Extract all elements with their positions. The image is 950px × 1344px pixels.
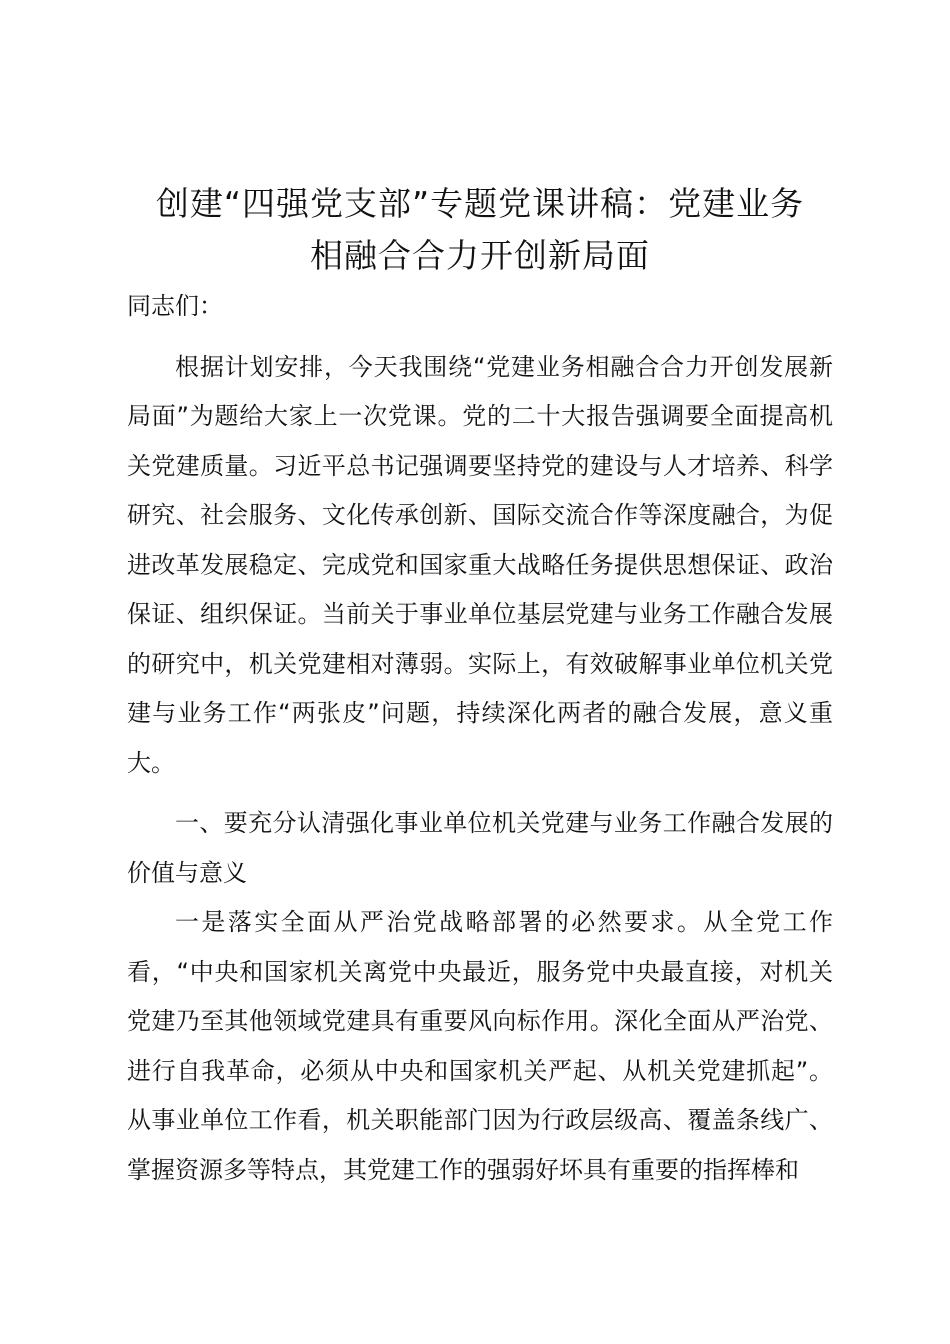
paragraph-point-1: 一是落实全面从严治党战略部署的必然要求。从全党工作看，“中央和国家机关离党中央最近，服务党中央最直接，对机关党建乃至其他领域党建具有重要风向标作用。深化全面从严治党、进行自我革命，必须从中央和国家机关严起、从机关党建抓起”。从事业单位工作看，机关职能部门因为行政层级高、覆盖条线广、掌握资源多等特点，其党建工作的强弱好坏具有重要的指挥棒和 [127,908,833,1184]
document-title [110,178,850,282]
salutation: 同志们： [127,292,223,320]
title-line-1: 创建“四强党支部”专题党课讲稿：党建业务 [155,184,805,223]
title-line-2: 相融合合力开创新局面 [310,236,650,275]
paragraph-intro: 根据计划安排，今天我围绕“党建业务相融合合力开创发展新局面”为题给大家上一次党课。党的二十大报告强调要全面提高机关党建质量。习近平总书记强调要坚持党的建设与人才培养、科学研究、社会服务、文化传承创新、国际交流合作等深度融合，为促进改革发展稳定、完成党和国家重大战略任务提供思想保证、政治保证、组织保证。当前关于事业单位基层党建与业务工作融合发展的研究中，机关党建相对薄弱。实际上，有效破解事业单位机关党建与业务工作“两张皮”问题，持续深化两者的融合发展，意义重大。 [127,352,833,777]
section-heading-1: 一、要充分认清强化事业单位机关党建与业务工作融合发展的价值与意义 [127,809,833,887]
document-body [127,282,833,1195]
